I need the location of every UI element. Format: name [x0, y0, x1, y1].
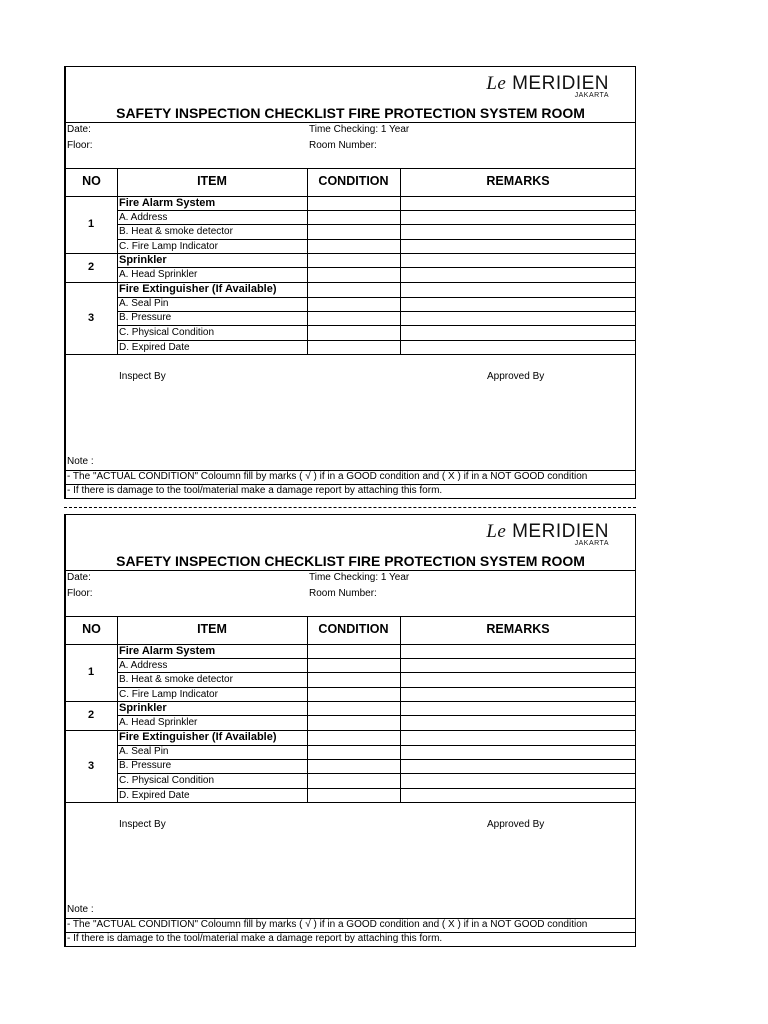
note-line-1: - The "ACTUAL CONDITION" Coloumn fill by marks ( √ ) if in a GOOD condition and ( X ) if in a NOT GOOD condition	[67, 919, 588, 930]
time-checking: Time Checking: 1 Year	[309, 124, 410, 135]
header-no: NO	[82, 174, 101, 188]
row-number: 1	[87, 218, 95, 230]
checklist-item: B. Pressure	[119, 312, 172, 323]
checklist-item: C. Fire Lamp Indicator	[119, 689, 218, 700]
date-label: Date:	[67, 124, 91, 135]
header-item: ITEM	[197, 622, 227, 636]
room-number-label: Room Number:	[309, 140, 377, 151]
logo-city: JAKARTA	[574, 540, 609, 547]
checklist-item: A. Head Sprinkler	[119, 717, 198, 728]
checklist-item: C. Physical Condition	[119, 775, 215, 786]
checklist-item: C. Physical Condition	[119, 327, 215, 338]
time-checking: Time Checking: 1 Year	[309, 572, 410, 583]
approved-by-label: Approved By	[487, 371, 545, 382]
logo-prefix: Le	[486, 521, 507, 542]
checklist-item: D. Expired Date	[119, 790, 190, 801]
row-number: 3	[87, 760, 95, 772]
checklist-item: B. Heat & smoke detector	[119, 226, 233, 237]
form-title: SAFETY INSPECTION CHECKLIST FIRE PROTECTION SYSTEM ROOM	[116, 105, 585, 121]
logo-prefix: Le	[486, 73, 507, 94]
section-title: Fire Alarm System	[119, 197, 216, 209]
checklist-item: A. Head Sprinkler	[119, 269, 198, 280]
checklist-item: C. Fire Lamp Indicator	[119, 241, 218, 252]
header-condition: CONDITION	[318, 622, 389, 636]
note-label: Note :	[67, 904, 94, 915]
note-label: Note :	[67, 456, 94, 467]
section-title: Fire Extinguisher (If Available)	[119, 283, 277, 295]
header-condition: CONDITION	[318, 174, 389, 188]
inspection-form	[64, 66, 636, 499]
checklist-item: A. Seal Pin	[119, 746, 169, 757]
row-number: 3	[87, 312, 95, 324]
checklist-item: D. Expired Date	[119, 342, 190, 353]
section-title: Sprinkler	[119, 254, 167, 266]
row-number: 1	[87, 666, 95, 678]
logo-name: MERIDIEN	[512, 521, 609, 542]
form-title: SAFETY INSPECTION CHECKLIST FIRE PROTECTION SYSTEM ROOM	[116, 553, 585, 569]
note-line-2: - If there is damage to the tool/material make a damage report by attaching this form.	[67, 485, 443, 496]
inspect-by-label: Inspect By	[119, 371, 166, 382]
inspect-by-label: Inspect By	[119, 819, 166, 830]
logo-name: MERIDIEN	[512, 73, 609, 94]
date-label: Date:	[67, 572, 91, 583]
cut-line	[64, 507, 636, 508]
logo-city: JAKARTA	[574, 92, 609, 99]
header-remarks: REMARKS	[486, 174, 550, 188]
floor-label: Floor:	[67, 588, 93, 599]
row-number: 2	[87, 709, 95, 721]
room-number-label: Room Number:	[309, 588, 377, 599]
checklist-item: A. Address	[119, 660, 168, 671]
header-remarks: REMARKS	[486, 622, 550, 636]
section-title: Sprinkler	[119, 702, 167, 714]
hotel-logo	[486, 73, 609, 99]
checklist-item: B. Pressure	[119, 760, 172, 771]
header-no: NO	[82, 622, 101, 636]
inspection-form	[64, 514, 636, 947]
checklist-item: B. Heat & smoke detector	[119, 674, 233, 685]
checklist-item: A. Seal Pin	[119, 298, 169, 309]
checklist-item: A. Address	[119, 212, 168, 223]
note-line-2: - If there is damage to the tool/material make a damage report by attaching this form.	[67, 933, 443, 944]
floor-label: Floor:	[67, 140, 93, 151]
hotel-logo	[486, 521, 609, 547]
section-title: Fire Extinguisher (If Available)	[119, 731, 277, 743]
approved-by-label: Approved By	[487, 819, 545, 830]
header-item: ITEM	[197, 174, 227, 188]
row-number: 2	[87, 261, 95, 273]
note-line-1: - The "ACTUAL CONDITION" Coloumn fill by marks ( √ ) if in a GOOD condition and ( X ) if in a NOT GOOD condition	[67, 471, 588, 482]
section-title: Fire Alarm System	[119, 645, 216, 657]
